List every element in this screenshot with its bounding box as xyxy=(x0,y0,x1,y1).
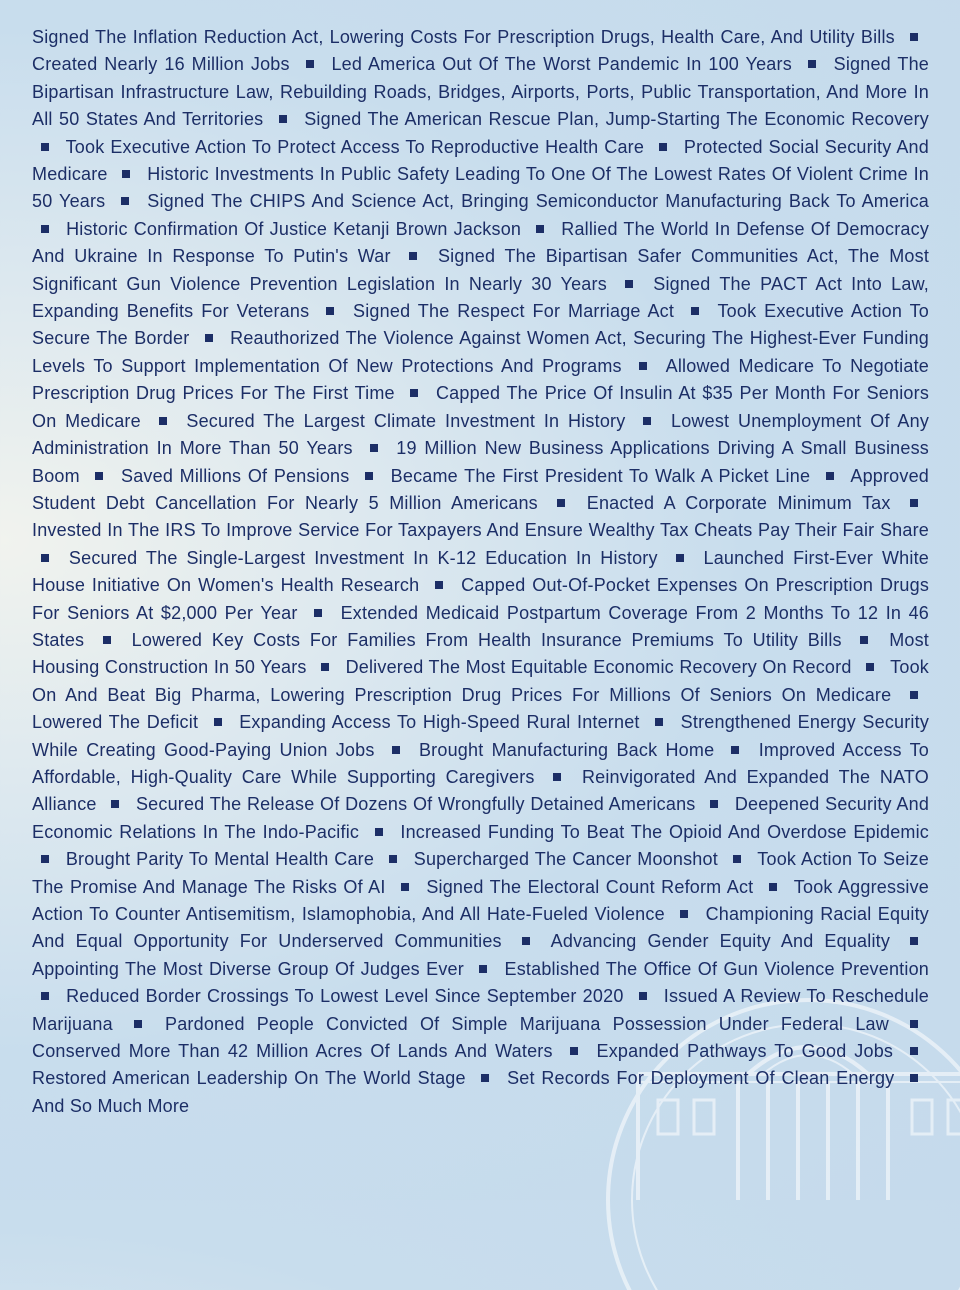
square-bullet-icon xyxy=(41,143,49,151)
accomplishment-item: 19 Million New Business Applications Driving A Small Business Boom xyxy=(32,438,930,486)
accomplishment-item: Signed The Bipartisan Infrastructure Law, Rebuilding Roads, Bridges, Airports, Ports, Public Transportation, And More In All 50 States And Territories xyxy=(32,54,930,130)
accomplishment-item: Secured The Release Of Dozens Of Wrongfully Detained Americans xyxy=(135,794,696,815)
square-bullet-icon xyxy=(95,472,103,480)
square-bullet-icon xyxy=(401,883,409,891)
square-bullet-icon xyxy=(214,718,222,726)
accomplishment-item: Historic Investments In Public Safety Leading To One Of The Lowest Rates Of Violent Crime In 50 Years xyxy=(32,164,930,212)
square-bullet-icon xyxy=(103,636,111,644)
square-bullet-icon xyxy=(205,334,213,342)
accomplishment-item: Set Records For Deployment Of Clean Energy xyxy=(507,1068,895,1089)
accomplishment-item: Took Action To Seize The Promise And Manage The Risks Of AI xyxy=(32,849,929,897)
square-bullet-icon xyxy=(389,855,397,863)
square-bullet-icon xyxy=(710,800,718,808)
square-bullet-icon xyxy=(655,718,663,726)
square-bullet-icon xyxy=(326,307,334,315)
accomplishment-item: Expanded Pathways To Good Jobs xyxy=(596,1041,894,1062)
square-bullet-icon xyxy=(557,499,565,507)
accomplishment-item: Reauthorized The Violence Against Women Act, Securing The Highest-Ever Funding Levels To Support Implementation Of New Protections And Programs xyxy=(32,328,930,376)
accomplishment-item: Brought Parity To Mental Health Care xyxy=(65,849,375,870)
square-bullet-icon xyxy=(481,1074,489,1082)
square-bullet-icon xyxy=(314,609,322,617)
square-bullet-icon xyxy=(910,1020,918,1028)
square-bullet-icon xyxy=(676,554,684,562)
square-bullet-icon xyxy=(639,362,647,370)
accomplishment-item: Appointing The Most Diverse Group Of Judges Ever xyxy=(32,958,464,979)
accomplishment-item: Established The Office Of Gun Violence Prevention xyxy=(504,958,929,979)
accomplishment-item: Saved Millions Of Pensions xyxy=(121,465,350,486)
square-bullet-icon xyxy=(409,252,417,260)
square-bullet-icon xyxy=(731,746,739,754)
accomplishment-item: Reduced Border Crossings To Lowest Level Since September 2020 xyxy=(66,986,624,1007)
accomplishment-item: Pardoned People Convicted Of Simple Marijuana Possession Under Federal Law xyxy=(165,1013,889,1034)
square-bullet-icon xyxy=(365,472,373,480)
accomplishment-item: Signed The Electoral Count Reform Act xyxy=(426,876,754,897)
square-bullet-icon xyxy=(522,937,530,945)
square-bullet-icon xyxy=(375,828,383,836)
accomplishment-item: Signed The Inflation Reduction Act, Lowering Costs For Prescription Drugs, Health Care, And Utility Bills xyxy=(32,27,895,47)
square-bullet-icon xyxy=(808,60,816,68)
square-bullet-icon xyxy=(121,197,129,205)
accomplishment-item: Signed The American Rescue Plan, Jump-Starting The Economic Recovery xyxy=(304,109,929,130)
accomplishment-item: Deepened Security And Economic Relations In The Indo-Pacific xyxy=(32,794,930,842)
accomplishment-item: Strengthened Energy Security While Creating Good-Paying Union Jobs xyxy=(32,712,930,760)
accomplishment-item: Secured The Largest Climate Investment In History xyxy=(186,410,626,431)
accomplishment-item: Took Executive Action To Secure The Border xyxy=(32,301,930,349)
accomplishment-item: Lowered The Deficit xyxy=(32,712,199,733)
accomplishment-item: Issued A Review To Reschedule Marijuana xyxy=(32,986,929,1034)
square-bullet-icon xyxy=(659,143,667,151)
accomplishment-item: Capped Out-Of-Pocket Expenses On Prescription Drugs For Seniors At $2,000 Per Year xyxy=(32,575,930,623)
accomplishment-item: Advancing Gender Equity And Equality xyxy=(550,931,891,952)
square-bullet-icon xyxy=(159,417,167,425)
accomplishment-item: Lowered Key Costs For Families From Health Insurance Premiums To Utility Bills xyxy=(131,629,842,650)
accomplishment-item: Brought Manufacturing Back Home xyxy=(418,739,715,760)
accomplishment-item: Became The First President To Walk A Picket Line xyxy=(390,465,811,486)
square-bullet-icon xyxy=(866,663,874,671)
accomplishment-item: Took Executive Action To Protect Access To Reproductive Health Care xyxy=(65,136,645,157)
accomplishment-item: Conserved More Than 42 Million Acres Of Lands And Waters xyxy=(32,1041,553,1062)
square-bullet-icon xyxy=(691,307,699,315)
accomplishment-item: Capped The Price Of Insulin At $35 Per Month For Seniors On Medicare xyxy=(32,383,930,431)
accomplishment-item: Enacted A Corporate Minimum Tax xyxy=(586,492,891,513)
square-bullet-icon xyxy=(643,417,651,425)
accomplishment-item: Improved Access To Affordable, High-Quality Care While Supporting Caregivers xyxy=(32,739,930,787)
accomplishment-item: And So Much More xyxy=(32,1095,190,1116)
accomplishment-item: Supercharged The Cancer Moonshot xyxy=(413,849,718,870)
square-bullet-icon xyxy=(370,444,378,452)
accomplishment-item: Approved Student Debt Cancellation For Nearly 5 Million Americans xyxy=(32,465,930,513)
square-bullet-icon xyxy=(733,855,741,863)
square-bullet-icon xyxy=(435,581,443,589)
square-bullet-icon xyxy=(553,773,561,781)
accomplishment-item: Extended Medicaid Postpartum Coverage From 2 Months To 12 In 46 States xyxy=(32,602,930,650)
accomplishment-item: Created Nearly 16 Million Jobs xyxy=(32,54,290,75)
accomplishment-item: Signed The CHIPS And Science Act, Bringing Semiconductor Manufacturing Back To America xyxy=(147,191,930,212)
square-bullet-icon xyxy=(321,663,329,671)
accomplishment-item: Allowed Medicare To Negotiate Prescription Drug Prices For The First Time xyxy=(32,355,930,404)
square-bullet-icon xyxy=(570,1047,578,1055)
accomplishment-item: Took On And Beat Big Pharma, Lowering Prescription Drug Prices For Millions Of Seniors On Medicare xyxy=(32,657,929,705)
accomplishment-item: Took Aggressive Action To Counter Antisemitism, Islamophobia, And All Hate-Fueled Violence xyxy=(32,876,930,924)
square-bullet-icon xyxy=(279,115,287,123)
square-bullet-icon xyxy=(41,992,49,1000)
accomplishment-item: Signed The Respect For Marriage Act xyxy=(353,301,675,322)
square-bullet-icon xyxy=(910,499,918,507)
accomplishment-item: Restored American Leadership On The World Stage xyxy=(32,1068,466,1089)
square-bullet-icon xyxy=(910,691,918,699)
accomplishment-item: Launched First-Ever White House Initiative On Women's Health Research xyxy=(32,547,929,596)
square-bullet-icon xyxy=(41,554,49,562)
square-bullet-icon xyxy=(639,992,647,1000)
accomplishment-item: Secured The Single-Largest Investment In K-12 Education In History xyxy=(68,547,658,568)
square-bullet-icon xyxy=(410,389,418,397)
square-bullet-icon xyxy=(134,1020,142,1028)
accomplishments-text xyxy=(32,24,929,1120)
square-bullet-icon xyxy=(41,225,49,233)
accomplishment-item: Signed The PACT Act Into Law, Expanding Benefits For Veterans xyxy=(32,273,929,322)
square-bullet-icon xyxy=(910,1047,918,1055)
accomplishment-item: Lowest Unemployment Of Any Administration In More Than 50 Years xyxy=(32,410,930,459)
accomplishment-item: Led America Out Of The Worst Pandemic In 100 Years xyxy=(331,54,792,75)
accomplishment-item: Increased Funding To Beat The Opioid And Overdose Epidemic xyxy=(400,821,929,842)
square-bullet-icon xyxy=(536,225,544,233)
accomplishment-item: Signed The Bipartisan Safer Communities Act, The Most Significant Gun Violence Prevention Legislation In Nearly 30 Years xyxy=(32,246,930,294)
square-bullet-icon xyxy=(680,910,688,918)
square-bullet-icon xyxy=(122,170,130,178)
accomplishment-item: Delivered The Most Equitable Economic Recovery On Record xyxy=(345,657,852,678)
square-bullet-icon xyxy=(111,800,119,808)
square-bullet-icon xyxy=(910,1074,918,1082)
square-bullet-icon xyxy=(392,746,400,754)
square-bullet-icon xyxy=(479,965,487,973)
accomplishment-item: Rallied The World In Defense Of Democracy And Ukraine In Response To Putin's War xyxy=(32,218,930,267)
accomplishment-item: Historic Confirmation Of Justice Ketanji Brown Jackson xyxy=(66,218,522,239)
square-bullet-icon xyxy=(910,937,918,945)
square-bullet-icon xyxy=(860,636,868,644)
square-bullet-icon xyxy=(41,855,49,863)
accomplishment-item: Championing Racial Equity And Equal Opportunity For Underserved Communities xyxy=(32,904,930,952)
accomplishment-item: Protected Social Security And Medicare xyxy=(32,136,929,185)
accomplishment-item: Invested In The IRS To Improve Service For Taxpayers And Ensure Wealthy Tax Cheats Pay Their Fair Share xyxy=(32,520,929,541)
accomplishment-item: Most Housing Construction In 50 Years xyxy=(32,629,930,678)
square-bullet-icon xyxy=(769,883,777,891)
accomplishment-item: Expanding Access To High-Speed Rural Internet xyxy=(239,712,640,733)
accomplishment-item: Reinvigorated And Expanded The NATO Alliance xyxy=(32,766,930,815)
square-bullet-icon xyxy=(910,33,918,41)
square-bullet-icon xyxy=(306,60,314,68)
square-bullet-icon xyxy=(625,280,633,288)
square-bullet-icon xyxy=(826,472,834,480)
